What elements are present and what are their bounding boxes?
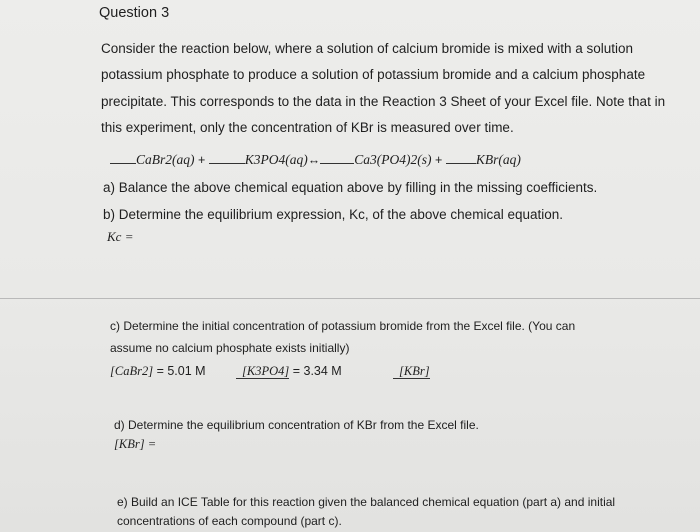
equation-reactant-2: K3PO4(aq) xyxy=(244,152,308,167)
cabr2-concentration xyxy=(110,364,206,379)
cabr2-label: [CaBr2] xyxy=(110,364,154,378)
equation-plus-2: + xyxy=(435,153,443,167)
kc-answer-label[interactable]: Kc = xyxy=(107,229,134,244)
equation-product-1: Ca3(PO4)2(s) xyxy=(354,152,432,167)
kbr-initial-label: [KBr] xyxy=(393,364,430,379)
kbr-initial-concentration[interactable] xyxy=(393,364,430,379)
intro-line-2: potassium phosphate to produce a solution of potassium bromide and a calcium phosphate xyxy=(101,67,646,82)
coefficient-blank-k3po4[interactable] xyxy=(209,152,245,164)
intro-line-4: this experiment, only the concentration of KBr is measured over time. xyxy=(101,120,514,135)
section-divider xyxy=(0,298,700,299)
part-d-prompt: d) Determine the equilibrium concentration of KBr from the Excel file. xyxy=(114,418,479,432)
equation-plus-1: + xyxy=(197,153,206,167)
k3po4-label: [K3PO4] xyxy=(236,364,289,379)
equation-arrow: ↔ xyxy=(307,153,321,167)
equation-reactant-1: CaBr2(aq) xyxy=(136,152,195,167)
intro-line-1: Consider the reaction below, where a solution of calcium bromide is mixed with a solution xyxy=(101,41,634,56)
part-e-prompt-line-2: concentrations of each compound (part c). xyxy=(117,514,342,528)
equation-product-2: KBr(aq) xyxy=(475,152,521,167)
coefficient-blank-ca3po42[interactable] xyxy=(320,152,354,164)
chemical-equation xyxy=(110,152,521,168)
coefficient-blank-cabr2[interactable] xyxy=(110,152,136,164)
part-c-prompt-line-2: assume no calcium phosphate exists initially) xyxy=(110,341,350,355)
part-a-prompt: a) Balance the above chemical equation above by filling in the missing coefficients. xyxy=(103,180,598,195)
part-b-prompt: b) Determine the equilibrium expression, Kc, of the above chemical equation. xyxy=(103,207,563,222)
k3po4-concentration xyxy=(236,364,342,379)
part-e-prompt-line-1: e) Build an ICE Table for this reaction given the balanced chemical equation (part a) and initial xyxy=(117,495,616,509)
part-c-prompt-line-1: c) Determine the initial concentration of potassium bromide from the Excel file. (You can xyxy=(110,319,576,333)
kbr-equilibrium-label[interactable]: [KBr] = xyxy=(114,437,157,451)
cabr2-value: = 5.01 M xyxy=(156,364,206,378)
k3po4-value: = 3.34 M xyxy=(292,364,342,378)
intro-line-3: precipitate. This corresponds to the data in the Reaction 3 Sheet of your Excel file. Note that in xyxy=(101,94,666,109)
coefficient-blank-kbr[interactable] xyxy=(446,152,476,164)
question-title: Question 3 xyxy=(99,5,170,21)
